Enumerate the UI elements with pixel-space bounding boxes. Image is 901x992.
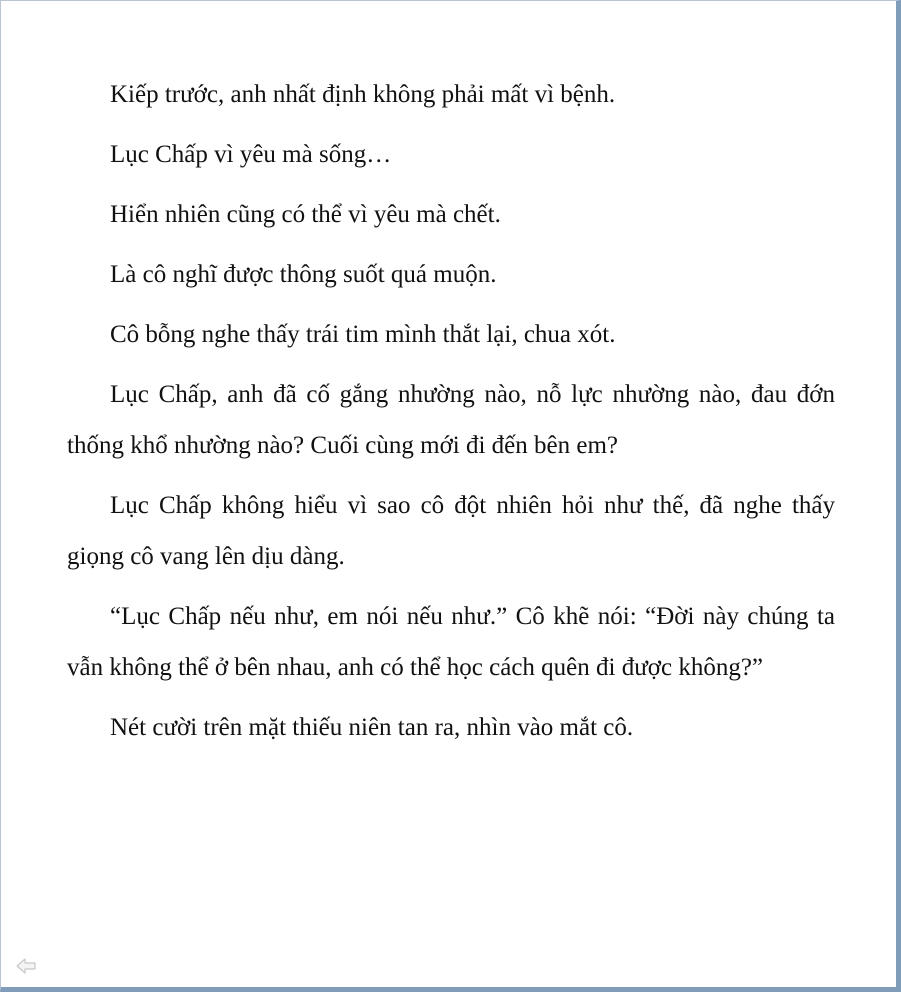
document-page [67,69,835,762]
paragraph-3: Hiển nhiên cũng có thể vì yêu mà chết. [110,201,501,228]
paragraph-8: “Lục Chấp nếu như, em nói nếu như.” Cô khẽ nói: “Đời này chúng ta vẫn không thể ở bên nhau, anh có thể học cách quên đi được không?” [67,603,835,681]
paragraph-9: Nét cười trên mặt thiếu niên tan ra, nhìn vào mắt cô. [110,714,634,741]
paragraph-4: Là cô nghĩ được thông suốt quá muộn. [110,261,497,288]
previous-page-button[interactable] [15,957,37,975]
paragraph-6: Lục Chấp, anh đã cố gắng nhường nào, nỗ lực nhường nào, đau đớn thống khổ nhường nào? Cuối cùng mới đi đến bên em? [67,381,835,459]
arrow-left-icon [15,957,37,975]
paragraph-5: Cô bỗng nghe thấy trái tim mình thắt lại, chua xót. [110,321,616,348]
paragraph-7: Lục Chấp không hiểu vì sao cô đột nhiên hỏi như thế, đã nghe thấy giọng cô vang lên dịu dàng. [67,492,835,570]
paragraph-2: Lục Chấp vì yêu mà sống… [110,141,392,168]
paragraph-1: Kiếp trước, anh nhất định không phải mất vì bệnh. [110,81,616,108]
